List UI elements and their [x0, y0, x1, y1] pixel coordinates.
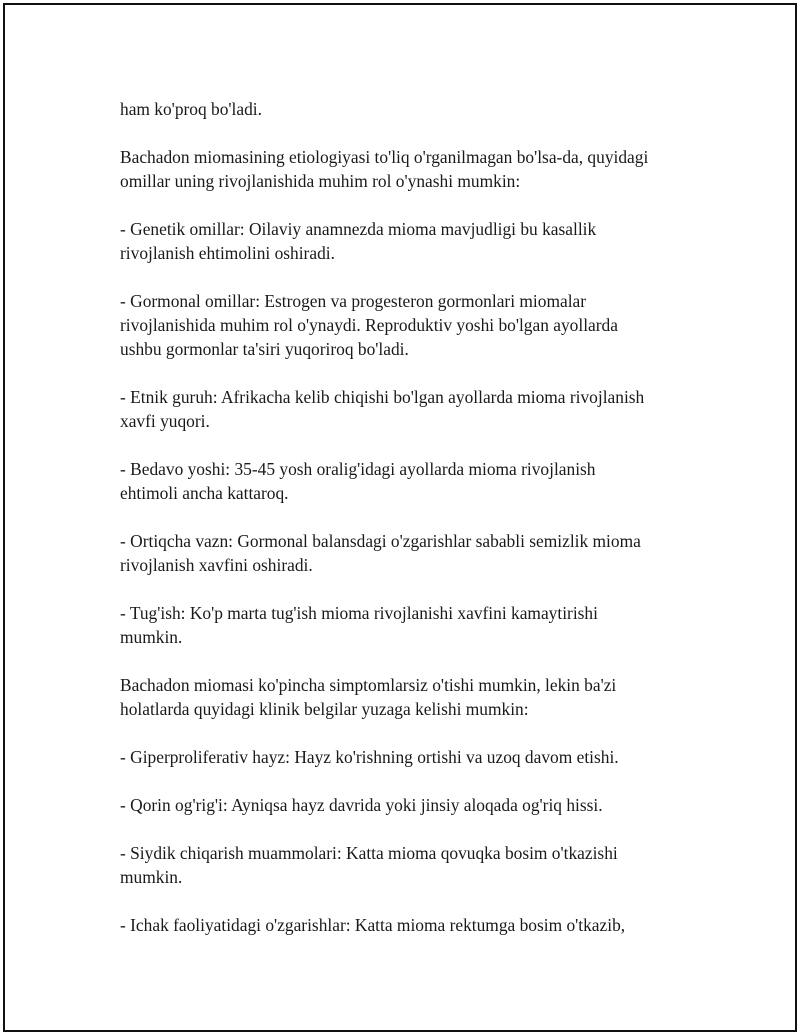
- text-line: - Qorin og'rig'i: Ayniqsa hayz davrida yoki jinsiy aloqada og'riq hissi.: [120, 795, 603, 815]
- text-line: mumkin.: [120, 627, 183, 647]
- paragraph: [120, 529, 700, 577]
- paragraph: [120, 97, 700, 121]
- text-line: ham ko'proq bo'ladi.: [120, 99, 262, 119]
- text-line: Bachadon miomasining etiologiyasi to'liq o'rganilmagan bo'lsa-da, quyidagi: [120, 147, 649, 167]
- paragraph: [120, 841, 700, 889]
- text-line: rivojlanish ehtimolini oshiradi.: [120, 243, 335, 263]
- text-line: omillar uning rivojlanishida muhim rol o'ynashi mumkin:: [120, 171, 521, 191]
- text-line: rivojlanishida muhim rol o'ynaydi. Reproduktiv yoshi bo'lgan ayollarda: [120, 315, 618, 335]
- paragraph: [120, 457, 700, 505]
- text-line: - Etnik guruh: Afrikacha kelib chiqishi bo'lgan ayollarda mioma rivojlanish: [120, 387, 645, 407]
- text-line: - Gormonal omillar: Estrogen va progesteron gormonlari miomalar: [120, 291, 587, 311]
- paragraph: [120, 793, 700, 817]
- text-line: - Bedavo yoshi: 35-45 yosh oralig'idagi ayollarda mioma rivojlanish: [120, 459, 596, 479]
- paragraph: [120, 913, 700, 937]
- text-line: - Genetik omillar: Oilaviy anamnezda mioma mavjudligi bu kasallik: [120, 219, 597, 239]
- text-line: - Tug'ish: Ko'p marta tug'ish mioma rivojlanishi xavfini kamaytirishi: [120, 603, 598, 623]
- page-frame: [3, 3, 797, 1032]
- paragraph: [120, 217, 700, 265]
- paragraph: [120, 145, 700, 193]
- text-line: ushbu gormonlar ta'siri yuqoriroq bo'ladi.: [120, 339, 409, 359]
- text-line: xavfi yuqori.: [120, 411, 210, 431]
- paragraph: [120, 289, 700, 361]
- text-line: mumkin.: [120, 867, 183, 887]
- paragraph: [120, 385, 700, 433]
- text-line: - Ortiqcha vazn: Gormonal balansdagi o'zgarishlar sababli semizlik mioma: [120, 531, 641, 551]
- paragraph: [120, 745, 700, 769]
- text-line: rivojlanish xavfini oshiradi.: [120, 555, 313, 575]
- text-line: - Siydik chiqarish muammolari: Katta mioma qovuqka bosim o'tkazishi: [120, 843, 618, 863]
- text-line: holatlarda quyidagi klinik belgilar yuzaga kelishi mumkin:: [120, 699, 529, 719]
- text-line: ehtimoli ancha kattaroq.: [120, 483, 289, 503]
- paragraph: [120, 673, 700, 721]
- paragraph: [120, 601, 700, 649]
- text-line: - Ichak faoliyatidagi o'zgarishlar: Katta mioma rektumga bosim o'tkazib,: [120, 915, 626, 935]
- text-line: Bachadon miomasi ko'pincha simptomlarsiz o'tishi mumkin, lekin ba'zi: [120, 675, 617, 695]
- text-line: - Giperproliferativ hayz: Hayz ko'rishning ortishi va uzoq davom etishi.: [120, 747, 619, 767]
- document-body: [120, 97, 700, 961]
